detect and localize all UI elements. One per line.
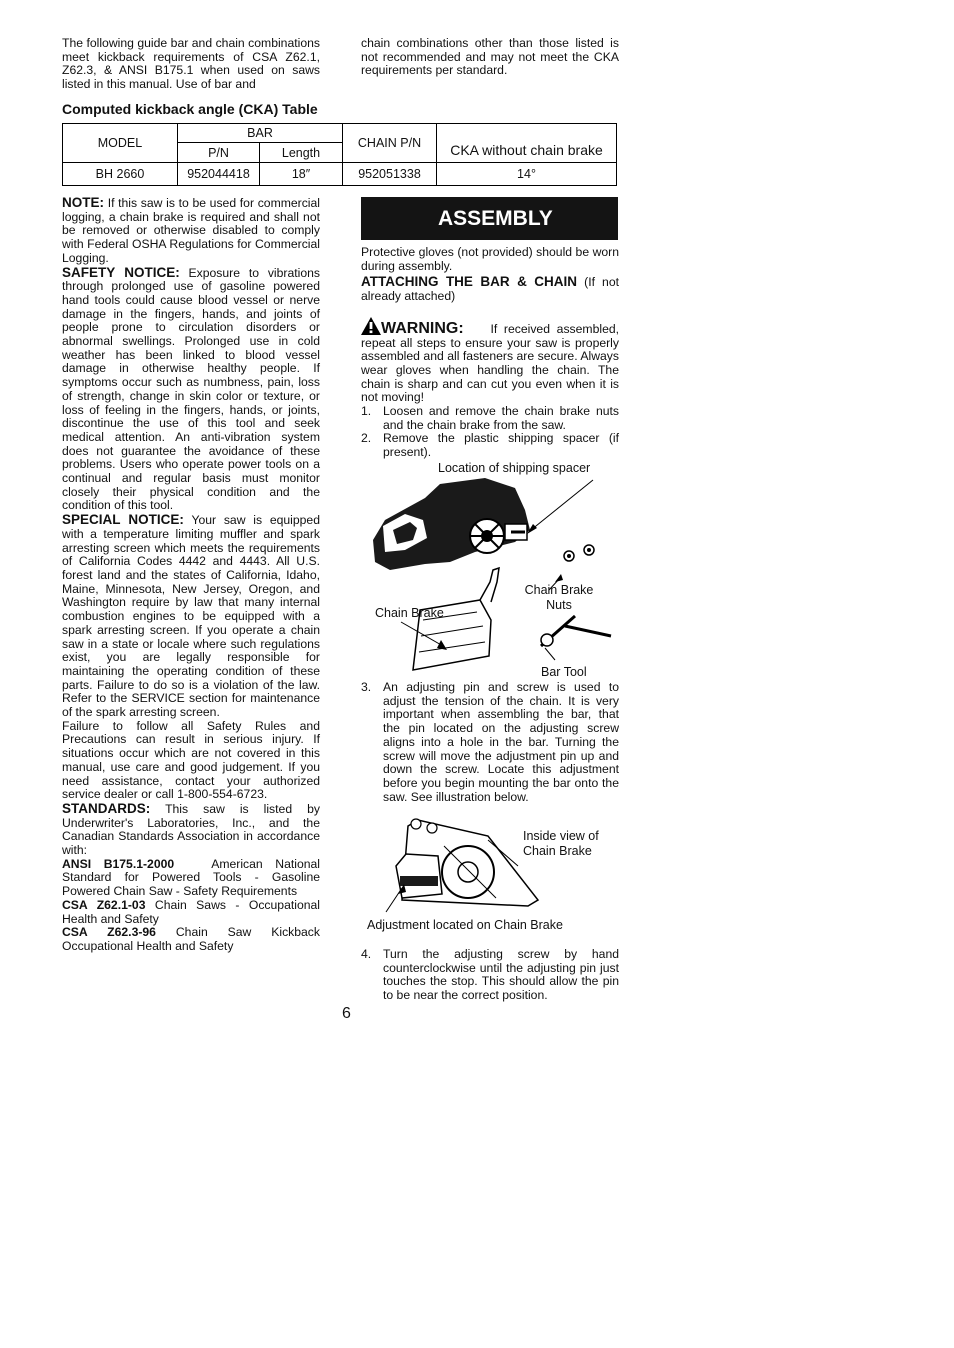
- list-item: [361, 948, 619, 1003]
- standards-text: This saw is listed by Underwriter's Laboratories, Inc., and the Canadian Standards Association in accordance with:: [62, 801, 320, 858]
- step-number: 1.: [361, 404, 372, 419]
- label-chain-brake: Chain Brake: [375, 606, 444, 620]
- step-text: An adjusting pin and screw is used to adjust the tension of the chain. It is very important when assembling the bar, that the pin located on the adjusting screw aligns into a hole in the bar. Turning the screw will move the adjustment pin up and down the screw. Locate this adjustment before you begin mounting the bar onto the saw. See illustration below.: [383, 680, 619, 804]
- list-item: [361, 405, 619, 432]
- label-brake-nuts: Chain Brake Nuts: [524, 583, 594, 612]
- right-column-top: [361, 246, 619, 460]
- ansi-text: American National Standard for Powered Tools - Gasoline Powered Chain Saw - Safety Requirements: [62, 856, 320, 899]
- standards-label: STANDARDS:: [62, 800, 151, 816]
- cell-cka: 14°: [437, 163, 617, 186]
- step-text: Remove the plastic shipping spacer (if present).: [383, 431, 619, 460]
- steps-list-c: [361, 948, 619, 1003]
- warning-text: If received assembled, repeat all steps to ensure your saw is properly assembled and all fasteners are secure. Always wear gloves when handling the chain. The chain is sharp and can cut you even when it is not moving!: [361, 321, 620, 405]
- label-inside-view: Inside view of Chain Brake: [523, 829, 599, 858]
- special-label: SPECIAL NOTICE:: [62, 512, 184, 528]
- header-chain: CHAIN P/N: [343, 124, 437, 163]
- attach-heading: [361, 275, 619, 303]
- csa3-label: CSA Z62.3-96: [62, 925, 156, 940]
- header-cka: CKA without chain brake: [437, 124, 617, 163]
- cell-chain: 952051338: [343, 163, 437, 186]
- step-text: Turn the adjusting screw by hand counterclockwise until the adjusting pin just touches the stop. This should allow the pin to be near the correct position.: [383, 947, 619, 1003]
- note-paragraph: [62, 196, 320, 266]
- note-text: If this saw is to be used for commercial logging, a chain brake is required and shall not be removed or otherwise disabled to comply with Federal OSHA Regulations for Commercial Logging.: [62, 196, 320, 265]
- special-text: Your saw is equipped with a temperature limiting muffler and spark arresting screen which meets the requirements of California Codes 4442 and 4443. All U.S. forest land and the states of California, Idaho, Maine, Minnesota, New Jersey, Oregon, and Washington require by law that many internal combustion engines to be equipped with a spark arresting screen. If you operate a chain saw in a state or locale where such regulations exist, you are legally responsible for maintaining the operating condition of these parts. Failure to do so is a violation of the law. Refer to the SERVICE section for maintenance of the spark arresting screen.: [62, 513, 320, 720]
- table-row: [63, 163, 617, 186]
- attach-label: ATTACHING THE BAR & CHAIN: [361, 274, 578, 290]
- note-label: NOTE:: [62, 195, 104, 210]
- header-pn: P/N: [178, 143, 260, 163]
- chain-saw-illustration: [365, 470, 625, 680]
- cell-length: 18″: [260, 163, 343, 186]
- csa1-text: Chain Saws - Occupational Health and Safety: [62, 897, 320, 926]
- csa3-text: Chain Saw Kickback Occupational Health and Safety: [62, 925, 320, 953]
- intro-left: The following guide bar and chain combinations meet kickback requirements of CSA Z62.1, Z62.3, & ANSI B175.1 when used on saws listed in this manual. Use of bar and: [62, 36, 320, 92]
- warning-paragraph: [361, 317, 619, 405]
- step-number: 2.: [361, 431, 372, 446]
- standards-paragraph: [62, 802, 320, 858]
- steps-list-b: [361, 681, 619, 804]
- table-title: Computed kickback angle (CKA) Table: [62, 101, 318, 117]
- list-item: [361, 681, 619, 804]
- ansi-label: ANSI B175.1-2000: [62, 856, 175, 871]
- safety-paragraph: [62, 266, 320, 514]
- safety-text: Exposure to vibrations through prolonged use of gasoline powered hand tools could cause blood vessel or nerve damage in the fingers, hands, and joints of people prone to circulation disorders or abnormal swellings. Prolonged use in cold weather has been linked to blood vessel damage in otherwise healthy people. If symptoms occur such as numbness, pain, loss of strength, change in skin color or texture, or loss of feeling in the fingers, hands, or joints, discontinue the use of this tool and seek medical attention. An anti-vibration system does not guarantee the avoidance of these problems. Users who operate power tools on a continual and regular basis must monitor closely their physical condition and the condition of this tool.: [62, 265, 320, 513]
- label-bar-tool: Bar Tool: [541, 665, 587, 679]
- gloves-paragraph: Protective gloves (not provided) should be worn during assembly.: [361, 245, 619, 273]
- header-length: Length: [260, 143, 343, 163]
- cell-pn: 952044418: [178, 163, 260, 186]
- failure-paragraph: Failure to follow all Safety Rules and Precautions can result in serious injury. If situations occur which are not covered in this manual, use care and good judgement. If you need assistance, contact your authorized service dealer or call 1-800-554-6723.: [62, 718, 320, 802]
- warning-label: WARNING:: [381, 319, 464, 337]
- special-paragraph: [62, 513, 320, 720]
- attach-note: (If not already attached): [361, 275, 620, 304]
- list-item: [361, 432, 619, 459]
- safety-label: SAFETY NOTICE:: [62, 264, 180, 280]
- cka-table: [62, 123, 617, 186]
- csa1-label: CSA Z62.1-03: [62, 897, 146, 912]
- left-column: [62, 196, 320, 954]
- step-number: 3.: [361, 680, 372, 694]
- warning-icon: [361, 317, 381, 335]
- header-model: MODEL: [63, 124, 178, 163]
- intro-right: chain combinations other than those listed is not recommended and may not meet the CKA requirements per standard.: [361, 36, 619, 78]
- header-bar: BAR: [178, 124, 343, 143]
- ansi-paragraph: [62, 858, 320, 899]
- label-shipping-spacer: Location of shipping spacer: [438, 461, 591, 475]
- steps-list-a: [361, 405, 619, 460]
- csa1-paragraph: [62, 899, 320, 926]
- step-text: Loosen and remove the chain brake nuts and the chain brake from the saw.: [383, 404, 619, 432]
- page-number: 6: [342, 1005, 351, 1022]
- label-adjustment: Adjustment located on Chain Brake: [367, 918, 563, 932]
- cell-model: BH 2660: [63, 163, 178, 186]
- csa3-paragraph: [62, 926, 320, 953]
- assembly-banner: ASSEMBLY: [361, 197, 618, 240]
- step-number: 4.: [361, 947, 372, 961]
